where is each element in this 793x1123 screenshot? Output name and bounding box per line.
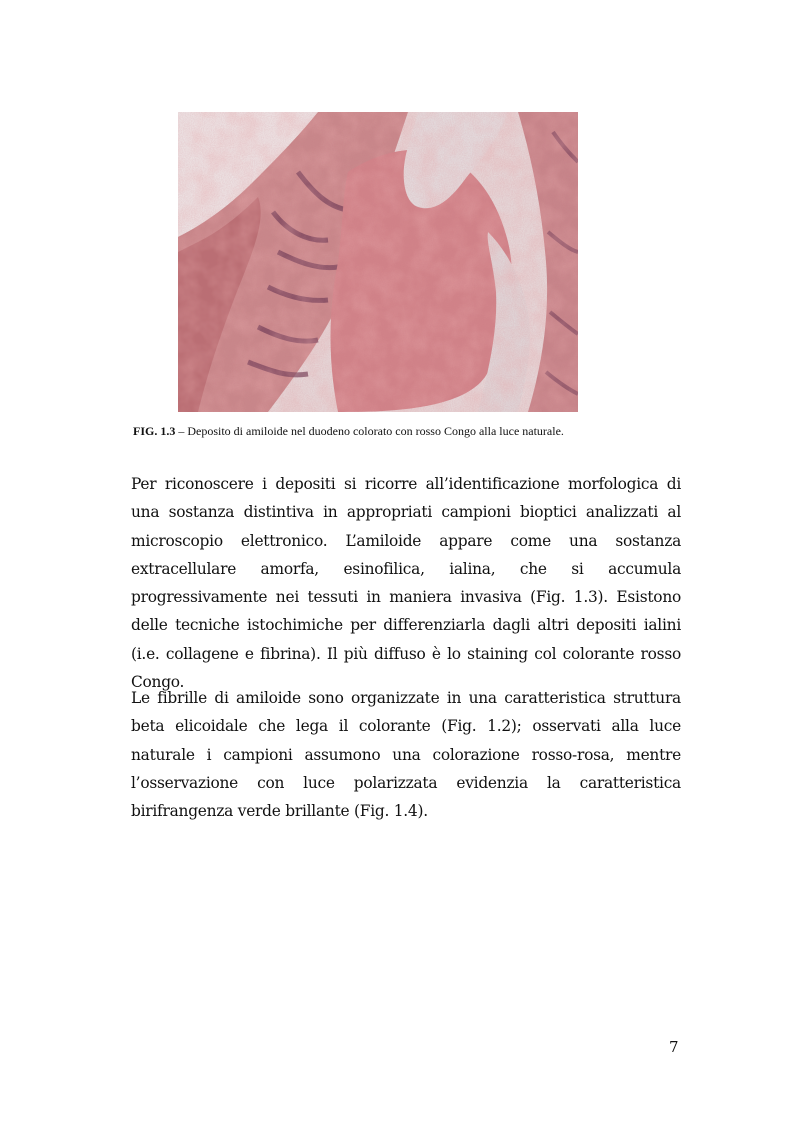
- figure-caption-label: FIG. 1.3: [133, 424, 176, 438]
- micrograph-image: [178, 112, 578, 412]
- figure-caption-text: – Deposito di amiloide nel duodeno colorato con rosso Congo alla luce naturale.: [175, 424, 564, 438]
- body-paragraph: Per riconoscere i depositi si ricorre all’identificazione morfologica di una sostanza distintiva in appropriati campioni bioptici analizzati al microscopio elettronico. L’amiloide appare come una sostanza extracellulare amorfa, esinofilica, ialina, che si accumula progressivamente nei tessuti in maniera invasiva (Fig. 1.3). Esistono delle tecniche istochimiche per differenziarla dagli altri depositi ialini (i.e. collagene e fibrina). Il più diffuso è lo staining col colorante rosso Congo.: [131, 475, 681, 692]
- figure-caption: [133, 424, 693, 439]
- micrograph-figure: [178, 112, 578, 412]
- page-number: 7: [669, 1038, 679, 1056]
- body-paragraph: Le fibrille di amiloide sono organizzate in una caratteristica struttura beta elicoidale che lega il colorante (Fig. 1.2); osservati alla luce naturale i campioni assumono una colorazione rosso-rosa, mentre l’osservazione con luce polarizzata evidenzia la caratteristica birifrangenza verde brillante (Fig. 1.4).: [131, 689, 681, 821]
